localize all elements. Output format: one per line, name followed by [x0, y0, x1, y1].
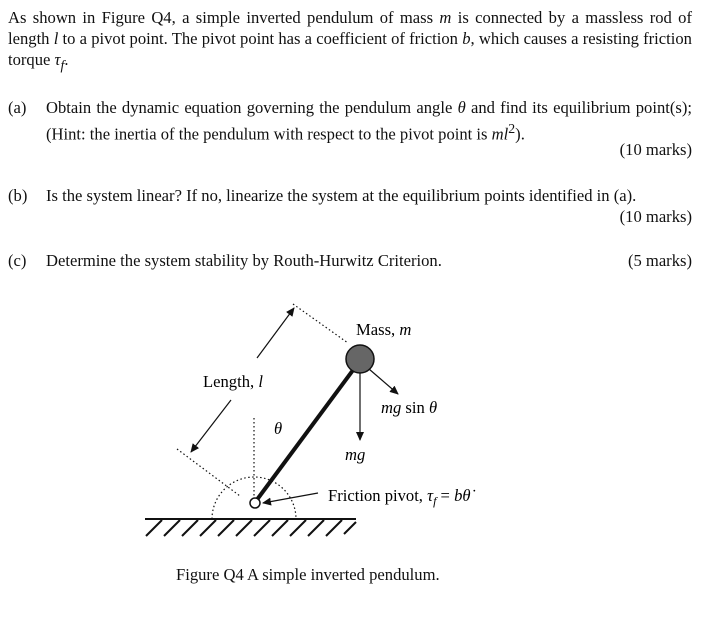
length-arrow-lower — [191, 400, 231, 452]
question-a-text-1: Obtain the dynamic equation governing the pendulum angle — [46, 98, 458, 117]
mass-label: Mass, m — [356, 320, 412, 339]
symbol-b: b — [462, 29, 471, 48]
pendulum-rod — [256, 362, 359, 501]
length-label: Length, l — [203, 372, 263, 391]
question-a-text-3: ). — [515, 124, 525, 144]
symbol-ml: ml — [491, 124, 509, 144]
question-label: (c) — [8, 251, 27, 270]
question-body: Determine the system stability by Routh-Hurwitz Criterion. — [46, 251, 442, 270]
question-a-text-2: and find its equilibrium point(s); (Hint: the inertia of the pendulum with respect to the pivot point is — [46, 98, 692, 144]
intro-text-4: , which causes a resisting friction torque — [8, 29, 692, 69]
intro-text-5: . — [64, 50, 69, 69]
ground-hatching — [146, 520, 356, 536]
pivot-hinge — [250, 498, 260, 508]
intro-text-2: is connected by a massless rod of length — [8, 8, 692, 48]
figure-caption: Figure Q4 A simple inverted pendulum. — [176, 565, 440, 584]
question-body: Is the system linear? If no, linearize the system at the equilibrium points identified in (a). — [46, 186, 637, 205]
symbol-tau: τ — [54, 50, 61, 69]
symbol-tau-sub: f — [60, 57, 65, 73]
superscript-2: 2 — [508, 121, 516, 136]
marks: (10 marks) — [619, 140, 692, 159]
length-guide-top — [293, 304, 348, 343]
question-label: (b) — [8, 186, 28, 205]
symbol-l: l — [53, 29, 59, 48]
symbol-theta: θ — [457, 98, 466, 117]
length-arrow-upper — [257, 308, 294, 358]
mg-sin-arrow — [369, 369, 398, 394]
question-label: (a) — [8, 98, 27, 117]
friction-pointer-arrow — [263, 493, 318, 503]
mg-label: mg — [345, 445, 366, 464]
intro-text-3: to a pivot point. The pivot point has a coefficient of friction — [58, 29, 463, 48]
symbol-m: m — [439, 8, 452, 27]
pendulum-mass — [346, 345, 374, 373]
intro-text-1: As shown in Figure Q4, a simple inverted pendulum of mass — [8, 8, 440, 27]
marks: (10 marks) — [619, 207, 692, 226]
friction-label: Friction pivot, $\tau_f$ = bθ̇ — [328, 486, 471, 508]
theta-label: θ — [274, 419, 283, 438]
marks: (5 marks) — [627, 251, 692, 270]
length-guide-bottom — [177, 449, 240, 496]
mg-sin-label: mg sin θ — [381, 398, 438, 417]
